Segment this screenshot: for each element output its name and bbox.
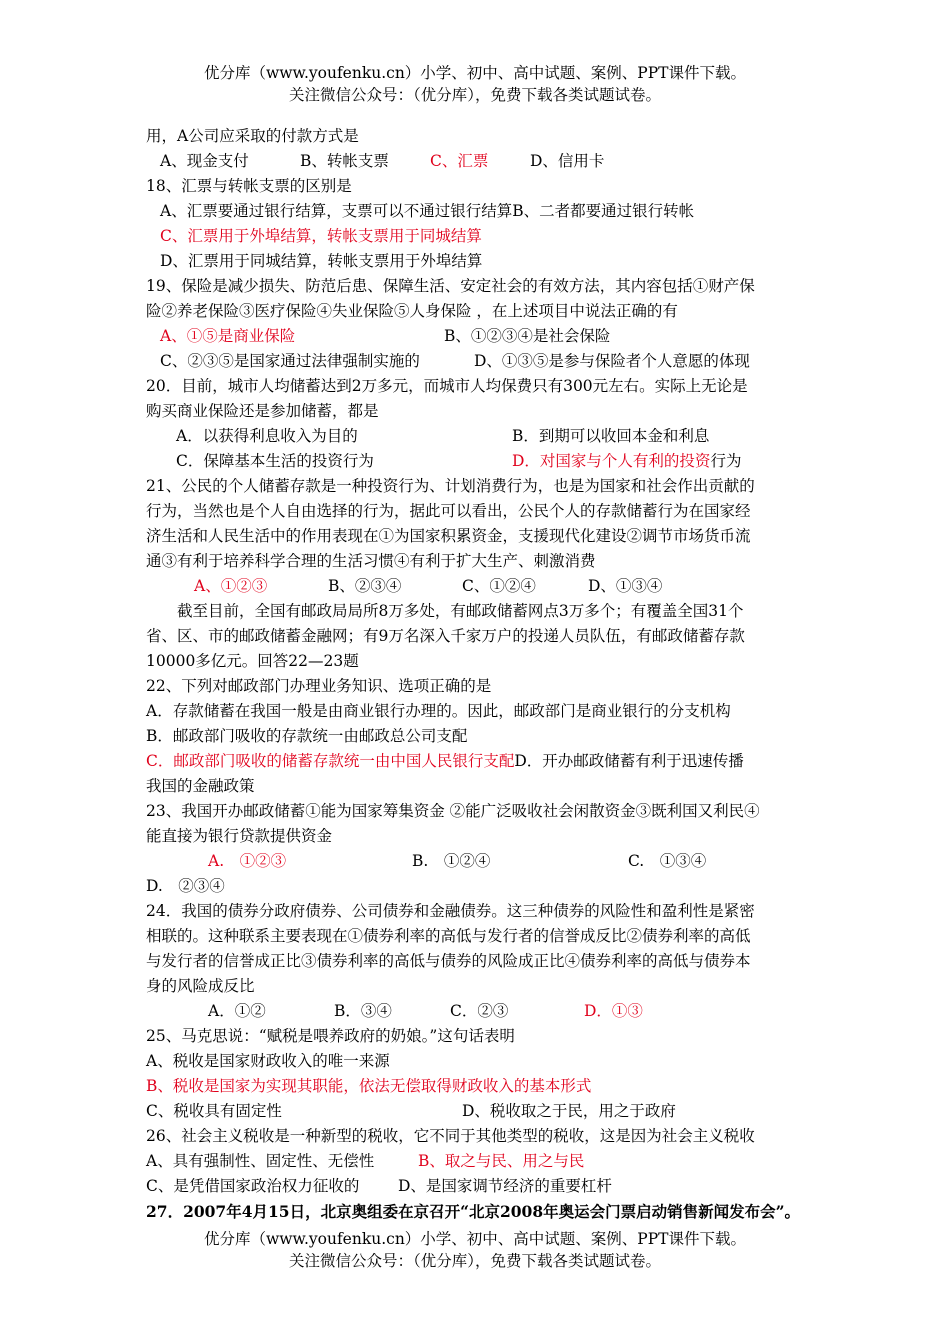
q22-option-c: C．邮政部门吸收的储蓄存款统一由中国人民银行支配 xyxy=(146,752,515,770)
q20-option-d xyxy=(512,449,741,474)
q23-option-b: B. ①②④ xyxy=(412,852,491,870)
q22-options-cd xyxy=(146,749,816,774)
q19-option-d: D、①③⑤是参与保险者个人意愿的体现 xyxy=(474,352,750,370)
q26-options-cd xyxy=(146,1174,816,1199)
q24-stem-1: 24．我国的债券分政府债券、公司债券和金融债券。这三种债券的风险性和盈利性是紧密 xyxy=(146,902,755,920)
q24-option-a: A．①② xyxy=(208,1002,266,1020)
q20-stem-2: 购买商业保险还是参加储蓄，都是 xyxy=(146,402,379,420)
q18-option-c: C、汇票用于外埠结算，转帐支票用于同城结算 xyxy=(160,227,482,245)
q23-options-abc xyxy=(146,849,816,874)
q22-option-a: A．存款储蓄在我国一般是由商业银行办理的。因此，邮政部门是商业银行的分支机构 xyxy=(146,702,731,720)
q20-option-d-highlight: D．对国家与个人有利的投资 xyxy=(512,452,711,470)
q21-option-a: A、①②③ xyxy=(194,577,268,595)
q19-stem-2: 险②养老保险③医疗保险④失业保险⑤人身保险 ，在上述项目中说法正确的有 xyxy=(146,302,678,320)
q21-stem-3: 济生活和人民生活中的作用表现在①为国家积累资金，支援现代化建设②调节市场货币流 xyxy=(146,527,751,545)
q19-stem-1: 19、保险是减少损失、防范后患、保障生活、安定社会的有效方法，其内容包括①财产保 xyxy=(146,277,755,295)
header-line-1: 优分库（www.youfenku.cn）小学、初中、高中试题、案例、PPT课件下载。 xyxy=(203,64,747,82)
q20-option-b: B．到期可以收回本金和利息 xyxy=(512,427,710,445)
q25-option-d: D、税收取之于民，用之于政府 xyxy=(462,1102,676,1120)
q24-options xyxy=(146,999,816,1024)
q21-stem-2: 行为，当然也是个人自由选择的行为，据此可以看出，公民个人的存款储蓄行为在国家经 xyxy=(146,502,751,520)
q26-option-a: A、具有强制性、固定性、无偿性 xyxy=(146,1152,375,1170)
page-header xyxy=(0,62,950,106)
q20-option-c: C．保障基本生活的投资行为 xyxy=(176,452,374,470)
q24-option-c: C．②③ xyxy=(450,1002,509,1020)
q24-option-d: D．①③ xyxy=(584,1002,643,1020)
page-footer xyxy=(0,1228,950,1272)
q21-option-b: B、②③④ xyxy=(328,577,402,595)
q23-option-a: A. ①②③ xyxy=(208,852,287,870)
q24-stem-3: 与发行者的信誉成正比③债券利率的高低与债券的风险成正比④债券利率的高低与债券本 xyxy=(146,952,751,970)
q26-option-c: C、是凭借国家政治权力征收的 xyxy=(146,1177,360,1195)
q24-stem-4: 身的风险成反比 xyxy=(146,977,255,995)
q24-option-b: B．③④ xyxy=(334,1002,392,1020)
q18-option-d: D、汇票用于同城结算，转帐支票用于外埠结算 xyxy=(160,252,483,270)
document-body xyxy=(146,124,816,1224)
q23-stem-2: 能直接为银行贷款提供资金 xyxy=(146,827,333,845)
q17-option-a: A、现金支付 xyxy=(160,152,249,170)
q17-option-d: D、信用卡 xyxy=(530,152,605,170)
q19-options-cd xyxy=(146,349,816,374)
passage-line-2: 省、区、市的邮政储蓄金融网；有9万名深入千家万户的投递人员队伍，有邮政储蓄存款 xyxy=(146,627,745,645)
q25-stem: 25、马克思说：“赋税是喂养政府的奶娘。”这句话表明 xyxy=(146,1027,515,1045)
q22-stem: 22、下列对邮政部门办理业务知识、选项正确的是 xyxy=(146,677,492,695)
q25-option-b: B、税收是国家为实现其职能，依法无偿取得财政收入的基本形式 xyxy=(146,1077,592,1095)
q25-options-cd xyxy=(146,1099,816,1124)
q27-stem: 27．2007年4月15日，北京奥组委在京召开“北京2008年奥运会门票启动销售新闻发布会”。 xyxy=(146,1202,801,1221)
q17-option-c: C、汇票 xyxy=(430,152,489,170)
q26-stem: 26、社会主义税收是一种新型的税收，它不同于其他类型的税收，这是因为社会主义税收 xyxy=(146,1127,755,1145)
q19-option-b: B、①②③④是社会保险 xyxy=(444,327,611,345)
q25-option-c: C、税收具有固定性 xyxy=(146,1102,282,1120)
q21-option-c: C、①②④ xyxy=(462,577,536,595)
q22-option-d-end: 我国的金融政策 xyxy=(146,777,255,795)
q26-option-b: B、取之与民、用之与民 xyxy=(418,1152,585,1170)
header-line-2: 关注微信公众号：（优分库），免费下载各类试题试卷。 xyxy=(288,86,661,104)
q19-option-c: C、②③⑤是国家通过法律强制实施的 xyxy=(160,352,420,370)
q18-options-ab: A、汇票要通过银行结算，支票可以不通过银行结算B、二者都要通过银行转帐 xyxy=(160,202,695,220)
q18-stem: 18、汇票与转帐支票的区别是 xyxy=(146,177,352,195)
q20-option-a: A．以获得利息收入为目的 xyxy=(176,427,358,445)
passage-line-3: 10000多亿元。回答22—23题 xyxy=(146,652,359,670)
q19-option-a: A、①⑤是商业保险 xyxy=(160,327,296,345)
q21-stem-4: 通③有利于培养科学合理的生活习惯④有利于扩大生产、刺激消费 xyxy=(146,552,596,570)
q20-options-ab xyxy=(146,424,816,449)
q20-option-d-tail: 行为 xyxy=(710,452,742,470)
passage-line-1: 截至目前，全国有邮政局局所8万多处，有邮政储蓄网点3万多个；有覆盖全国31个 xyxy=(177,602,744,620)
q17-stem: 用，A公司应采取的付款方式是 xyxy=(146,127,359,145)
q17-option-b: B、转帐支票 xyxy=(300,152,389,170)
q23-stem-1: 23、我国开办邮政储蓄①能为国家筹集资金 ②能广泛吸收社会闲散资金③既利国又利民④ xyxy=(146,802,760,820)
footer-line-1: 优分库（www.youfenku.cn）小学、初中、高中试题、案例、PPT课件下载。 xyxy=(203,1230,747,1248)
q26-options-ab xyxy=(146,1149,816,1174)
q19-options-ab xyxy=(146,324,816,349)
q21-stem-1: 21、公民的个人储蓄存款是一种投资行为、计划消费行为，也是为国家和社会作出贡献的 xyxy=(146,477,755,495)
q20-options-cd xyxy=(146,449,816,474)
q20-stem-1: 20．目前，城市人均储蓄达到2万多元，而城市人均保费只有300元左右。实际上无论是 xyxy=(146,377,748,395)
footer-line-2: 关注微信公众号：（优分库），免费下载各类试题试卷。 xyxy=(288,1252,661,1270)
q26-option-d: D、是国家调节经济的重要杠杆 xyxy=(398,1177,612,1195)
q23-option-c: C. ①③④ xyxy=(628,852,707,870)
q22-option-b: B．邮政部门吸收的存款统一由邮政总公司支配 xyxy=(146,727,468,745)
q21-options xyxy=(146,574,816,599)
q21-option-d: D、①③④ xyxy=(588,577,663,595)
q25-option-a: A、税收是国家财政收入的唯一来源 xyxy=(146,1052,390,1070)
q23-option-d: D. ②③④ xyxy=(146,877,225,895)
q17-options xyxy=(146,149,816,174)
q22-option-d-start: D．开办邮政储蓄有利于迅速传播 xyxy=(514,752,744,770)
q24-stem-2: 相联的。这种联系主要表现在①债券利率的高低与发行者的信誉成反比②债券利率的高低 xyxy=(146,927,751,945)
